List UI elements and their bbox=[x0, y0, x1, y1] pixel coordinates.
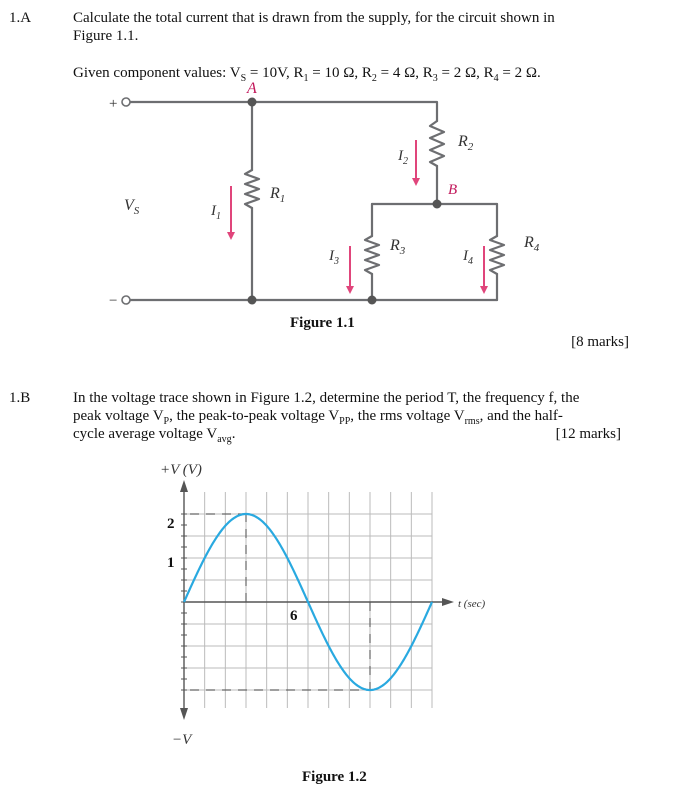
r1-label-sub: 1 bbox=[279, 193, 286, 205]
r4-label-main: R bbox=[524, 234, 534, 251]
vs-label-main: V bbox=[124, 197, 134, 214]
x-axis-arrow-icon bbox=[442, 598, 454, 606]
r4-label bbox=[523, 234, 540, 254]
q1b-vrms-sub: rms bbox=[464, 416, 480, 427]
question-1b-line-3 bbox=[73, 425, 235, 449]
resistor-r2 bbox=[430, 121, 444, 166]
given-r4-sub: 4 bbox=[493, 73, 499, 84]
i1-label-main: I bbox=[211, 203, 216, 219]
vs-label-sub: S bbox=[133, 205, 140, 217]
question-number-1b: 1.B bbox=[9, 390, 31, 406]
y-axis-top-label: +V (V) bbox=[160, 462, 202, 478]
i3-label-sub: 3 bbox=[334, 256, 339, 267]
terminal-positive-icon bbox=[122, 98, 130, 106]
given-r1-sub: 1 bbox=[303, 73, 309, 84]
q1b-line3-b: . bbox=[231, 426, 236, 442]
q1b-line2-a: peak voltage V bbox=[73, 408, 164, 424]
q1b-line2-b: , the peak-to-peak voltage V bbox=[169, 408, 340, 424]
y-axis-up-arrow-icon bbox=[180, 480, 188, 492]
r3-label bbox=[389, 237, 406, 257]
figure-1-1-caption: Figure 1.1 bbox=[290, 315, 355, 331]
r2-label-sub: 2 bbox=[467, 141, 474, 153]
junction-bottom-left-dot bbox=[248, 296, 257, 305]
q1b-vp-sub: P bbox=[163, 416, 170, 427]
i4-label bbox=[462, 248, 473, 267]
resistor-r1 bbox=[245, 170, 259, 208]
junction-b-dot bbox=[433, 200, 442, 209]
i1-label-sub: 1 bbox=[216, 211, 221, 222]
y-axis-bottom-label: −V bbox=[172, 732, 192, 748]
i3-label bbox=[328, 248, 339, 267]
terminal-negative-icon bbox=[122, 296, 130, 304]
resistor-r4 bbox=[490, 236, 504, 274]
q1b-line3-a: cycle average voltage V bbox=[73, 426, 218, 442]
figure-1-2-caption: Figure 1.2 bbox=[302, 769, 367, 785]
given-r2-sub: 2 bbox=[371, 73, 377, 84]
node-a-label: A bbox=[247, 80, 257, 97]
given-prefix: Given component values: V bbox=[73, 65, 241, 81]
r2-label bbox=[457, 133, 474, 153]
resistor-r3 bbox=[365, 236, 379, 274]
question-1a-line-1: Calculate the total current that is drawn from the supply, for the circuit shown in bbox=[73, 10, 555, 26]
r3-label-main: R bbox=[390, 237, 400, 254]
terminal-minus-label: − bbox=[109, 293, 118, 309]
chart-axes bbox=[180, 480, 454, 720]
tick-label-1: 1 bbox=[167, 555, 175, 571]
question-number-1a: 1.A bbox=[9, 10, 32, 26]
question-1a-marks: [8 marks] bbox=[571, 334, 629, 350]
q1b-line2-c: , the rms voltage V bbox=[350, 408, 465, 424]
given-r3-sub: 3 bbox=[432, 73, 438, 84]
q1b-line2-d: , and the half- bbox=[479, 408, 563, 424]
question-1b-marks: [12 marks] bbox=[555, 426, 621, 442]
r1-label bbox=[269, 185, 285, 205]
q1b-vpp-sub: PP bbox=[339, 416, 351, 427]
junction-bottom-right-dot bbox=[368, 296, 377, 305]
x-axis-label: t (sec) bbox=[458, 598, 486, 610]
i4-label-sub: 4 bbox=[468, 256, 473, 267]
wire-top bbox=[130, 102, 437, 121]
q1b-vavg-sub: avg bbox=[217, 434, 232, 445]
given-vs-val: = 10V, R bbox=[246, 65, 304, 81]
i2-label bbox=[397, 148, 408, 167]
vs-label bbox=[124, 197, 140, 217]
given-r3-val: = 2 Ω, R bbox=[437, 65, 494, 81]
r3-label-sub: 3 bbox=[399, 245, 406, 257]
circuit-figure-1-1 bbox=[0, 0, 687, 360]
junction-a-dot bbox=[248, 98, 257, 107]
tick-label-6: 6 bbox=[290, 608, 298, 624]
question-1a-line-2: Figure 1.1. bbox=[73, 28, 139, 44]
terminal-plus-label: + bbox=[109, 96, 118, 112]
given-vs-sub: S bbox=[240, 73, 247, 84]
given-r1-val: = 10 Ω, R bbox=[308, 65, 372, 81]
voltage-trace-figure-1-2 bbox=[0, 450, 687, 760]
i1-label bbox=[210, 203, 221, 222]
y-axis-down-arrow-icon bbox=[180, 708, 188, 720]
question-1b-line-1: In the voltage trace shown in Figure 1.2, determine the period T, the frequency f, the bbox=[73, 390, 580, 406]
i2-label-sub: 2 bbox=[403, 156, 408, 167]
given-r2-val: = 4 Ω, R bbox=[376, 65, 433, 81]
tick-label-2: 2 bbox=[167, 516, 175, 532]
i2-label-main: I bbox=[398, 148, 403, 164]
i3-label-main: I bbox=[329, 248, 334, 264]
node-b-label: B bbox=[448, 182, 458, 198]
r1-label-main: R bbox=[270, 185, 280, 202]
given-r4-val: = 2 Ω. bbox=[498, 65, 541, 81]
r4-label-sub: 4 bbox=[533, 242, 540, 254]
i4-label-main: I bbox=[463, 248, 468, 264]
r2-label-main: R bbox=[458, 133, 468, 150]
